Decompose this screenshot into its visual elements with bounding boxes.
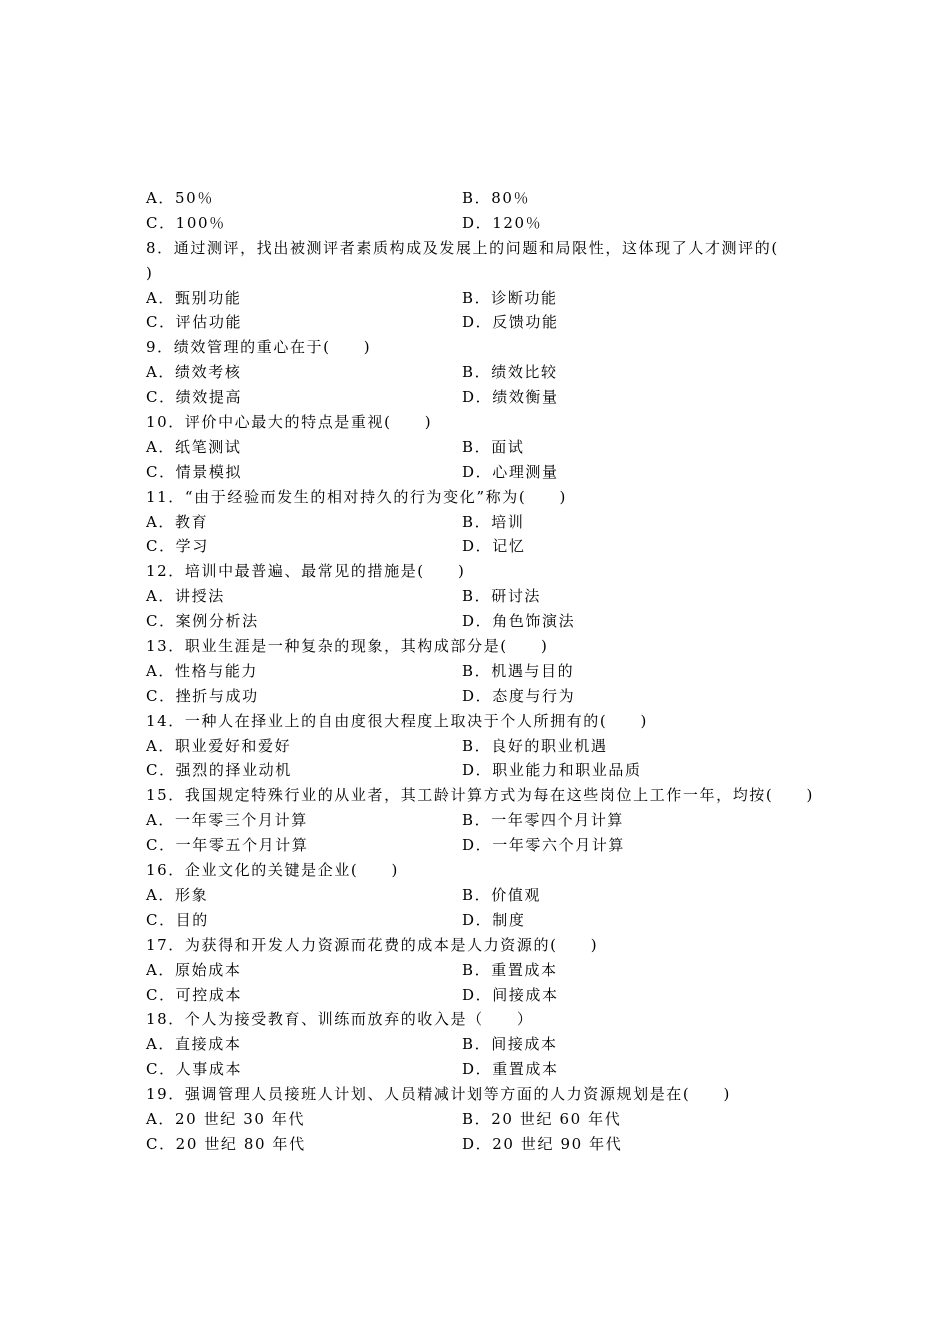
option-b: B．重置成本 [462, 960, 558, 979]
option-row [146, 310, 818, 335]
question-stem: 10．评价中心最大的特点是重视( ) [146, 413, 433, 432]
option-d: D．职业能力和职业品质 [462, 761, 642, 780]
option-b: B．培训 [462, 512, 525, 531]
option-d: D．角色饰演法 [462, 612, 576, 631]
option-row [146, 286, 818, 311]
option-d: D．绩效衡量 [462, 388, 559, 407]
option-c: C．案例分析法 [146, 612, 259, 631]
option-row [146, 1107, 818, 1132]
option-row [146, 659, 818, 684]
option-row [146, 1057, 818, 1082]
option-a: A．20 世纪 30 年代 [146, 1109, 306, 1128]
option-a: A．50％ [146, 189, 214, 207]
question-stem: 15．我国规定特殊行业的从业者，其工龄计算方式为每在这些岗位上工作一年，均按( ) [146, 786, 814, 805]
option-b: B．良好的职业机遇 [462, 736, 608, 755]
option-d: D．间接成本 [462, 985, 559, 1004]
option-row [146, 1132, 818, 1157]
option-row [146, 435, 818, 460]
option-row [146, 385, 818, 410]
option-a: A．纸笔测试 [146, 437, 242, 456]
option-a: A．形象 [146, 885, 209, 904]
option-b: B．80％ [462, 189, 531, 207]
question-stem: 16．企业文化的关键是企业( ) [146, 861, 399, 880]
option-row [146, 958, 818, 983]
option-row [146, 908, 818, 933]
question-stem: 18．个人为接受教育、训练而放弃的收入是（ ） [146, 1010, 534, 1029]
option-c: C．一年零五个月计算 [146, 836, 309, 855]
option-c: C．可控成本 [146, 985, 243, 1004]
option-b: B．一年零四个月计算 [462, 811, 625, 830]
option-c: C．强烈的择业动机 [146, 761, 292, 780]
option-row [146, 510, 818, 535]
option-row [146, 609, 818, 634]
question-stem: 12．培训中最普遍、最常见的措施是( ) [146, 562, 466, 581]
option-b: B．面试 [462, 437, 525, 456]
option-c: C．20 世纪 80 年代 [146, 1134, 306, 1153]
question-stem: 14．一种人在择业上的自由度很大程度上取决于个人所拥有的( ) [146, 711, 648, 730]
option-row [146, 684, 818, 709]
option-row [146, 983, 818, 1008]
option-c: C．学习 [146, 537, 209, 556]
option-d: D．记忆 [462, 537, 526, 556]
option-row [146, 360, 818, 385]
option-a: A．原始成本 [146, 960, 242, 979]
option-row [146, 584, 818, 609]
option-a: A．甄别功能 [146, 288, 242, 307]
option-row [146, 883, 818, 908]
question-stem: 17．为获得和开发人力资源而花费的成本是人力资源的( ) [146, 935, 599, 954]
option-a: A．教育 [146, 512, 209, 531]
option-b: B．机遇与目的 [462, 661, 575, 680]
option-c: C．人事成本 [146, 1060, 243, 1079]
option-row [146, 1032, 818, 1057]
option-b: B．20 世纪 60 年代 [462, 1109, 622, 1128]
question-stem: 8．通过测评，找出被测评者素质构成及发展上的问题和局限性，这体现了人才测评的( [146, 238, 779, 257]
question-stem-continued: ) [146, 263, 154, 282]
option-d: D．一年零六个月计算 [462, 836, 626, 855]
question-stem: 13．职业生涯是一种复杂的现象，其构成部分是( ) [146, 637, 549, 656]
option-row [146, 186, 818, 211]
option-row [146, 211, 818, 236]
option-b: B．价值观 [462, 885, 542, 904]
option-row [146, 758, 818, 783]
option-row [146, 734, 818, 759]
option-a: A．讲授法 [146, 587, 225, 606]
option-d: D．制度 [462, 910, 526, 929]
option-d: D．反馈功能 [462, 313, 559, 332]
question-stem: 11．“由于经验而发生的相对持久的行为变化”称为( ) [146, 487, 567, 506]
question-stem: 19．强调管理人员接班人计划、人员精减计划等方面的人力资源规划是在( ) [146, 1085, 731, 1104]
option-c: C．绩效提高 [146, 388, 243, 407]
option-a: A．职业爱好和爱好 [146, 736, 292, 755]
option-c: C．挫折与成功 [146, 686, 259, 705]
option-d: D．20 世纪 90 年代 [462, 1134, 623, 1153]
option-a: A．一年零三个月计算 [146, 811, 308, 830]
option-d: D．120％ [462, 213, 543, 232]
option-d: D．态度与行为 [462, 686, 576, 705]
option-d: D．重置成本 [462, 1060, 559, 1079]
option-b: B．诊断功能 [462, 288, 558, 307]
option-c: C．目的 [146, 910, 209, 929]
option-c: C．情景模拟 [146, 462, 243, 481]
exam-page [146, 186, 818, 1157]
option-d: D．心理测量 [462, 462, 559, 481]
option-b: B．研讨法 [462, 587, 542, 606]
option-a: A．直接成本 [146, 1035, 242, 1054]
option-a: A．绩效考核 [146, 363, 242, 382]
option-row [146, 833, 818, 858]
option-c: C．100％ [146, 213, 226, 232]
option-b: B．绩效比较 [462, 363, 558, 382]
option-row [146, 460, 818, 485]
option-row [146, 534, 818, 559]
option-a: A．性格与能力 [146, 661, 259, 680]
question-stem: 9．绩效管理的重心在于( ) [146, 338, 372, 357]
option-row [146, 808, 818, 833]
option-c: C．评估功能 [146, 313, 243, 332]
option-b: B．间接成本 [462, 1035, 558, 1054]
